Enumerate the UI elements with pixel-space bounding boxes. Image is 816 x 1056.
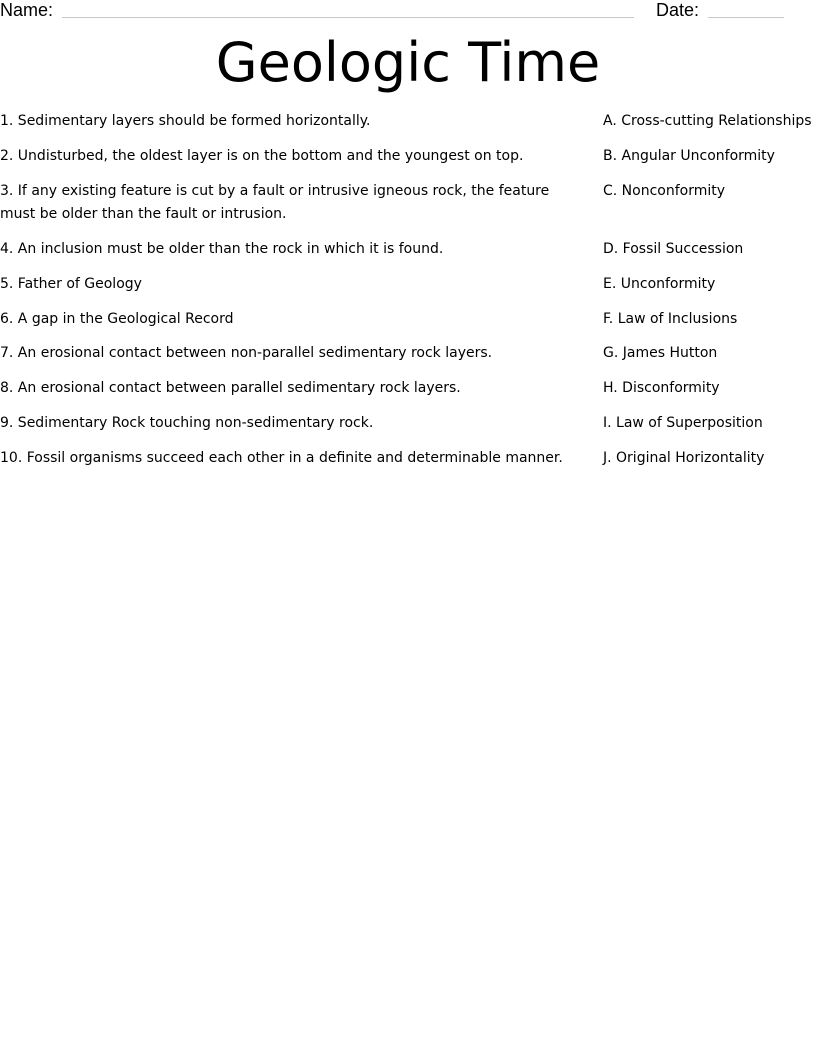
- clue-item: 5. Father of Geology: [0, 276, 142, 292]
- clue-item: 6. A gap in the Geological Record: [0, 311, 234, 327]
- clue-item: 10. Fossil organisms succeed each other in a definite and determinable manner.: [0, 450, 563, 466]
- clue-item: 3. If any existing feature is cut by a fault or intrusive igneous rock, the feature must be older than the fault or intrusion.: [0, 183, 550, 222]
- date-label: Date:: [656, 0, 700, 20]
- answer-item: B. Angular Unconformity: [603, 148, 775, 164]
- clue-item: 7. An erosional contact between non-parallel sedimentary rock layers.: [0, 345, 493, 361]
- name-label: Name:: [0, 0, 54, 20]
- answer-item: J. Original Horizontality: [603, 450, 765, 466]
- answer-item: H. Disconformity: [603, 380, 720, 396]
- answer-item: A. Cross-cutting Relationships: [603, 113, 812, 129]
- clue-item: 2. Undisturbed, the oldest layer is on the bottom and the youngest on top.: [0, 148, 524, 164]
- answer-item: D. Fossil Succession: [603, 241, 744, 257]
- page-title: Geologic Time: [215, 31, 601, 94]
- clue-item: 9. Sedimentary Rock touching non-sedimentary rock.: [0, 415, 374, 431]
- clue-item: 4. An inclusion must be older than the rock in which it is found.: [0, 241, 444, 257]
- name-blank-line: [62, 17, 634, 18]
- date-blank-line: [708, 17, 784, 18]
- answer-item: G. James Hutton: [603, 345, 718, 361]
- answer-item: E. Unconformity: [603, 276, 716, 292]
- clue-item: 8. An erosional contact between parallel sedimentary rock layers.: [0, 380, 461, 396]
- answer-item: C. Nonconformity: [603, 183, 726, 199]
- answer-item: F. Law of Inclusions: [603, 311, 738, 327]
- clue-item: 1. Sedimentary layers should be formed horizontally.: [0, 113, 371, 129]
- answer-item: I. Law of Superposition: [603, 415, 763, 431]
- header-row: [0, 0, 816, 24]
